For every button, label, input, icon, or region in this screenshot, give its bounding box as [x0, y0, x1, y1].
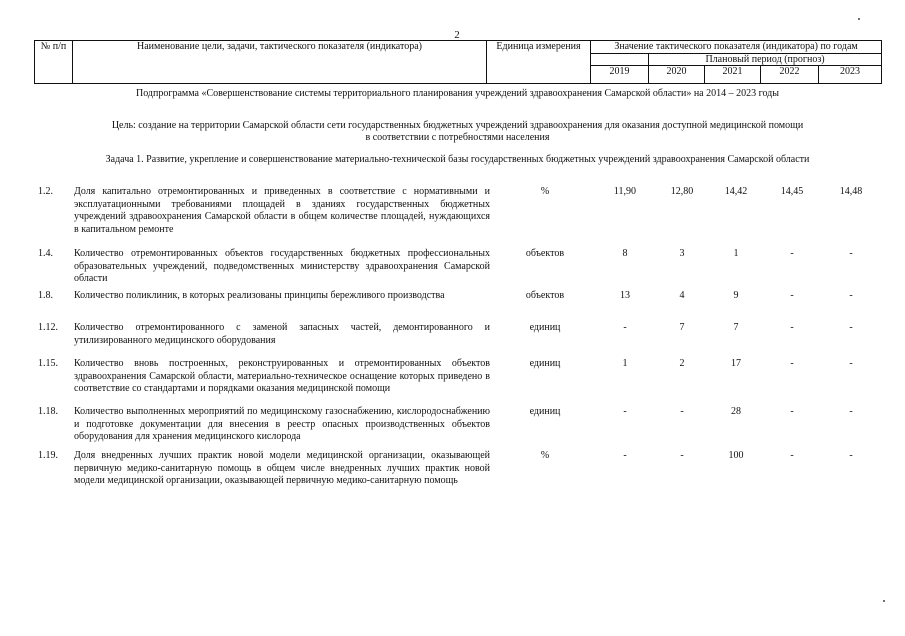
indicator-name: Количество выполненных мероприятий по медицинскому газоснабжению, кислородоснабжению и подготовке документации для внесения в реестр опасных производственных объектов оборудования для хранения медицинского кислорода	[74, 406, 490, 443]
value-2023: 14,48	[839, 186, 863, 197]
value-2020: -	[680, 450, 684, 461]
row-number: 1.12.	[38, 322, 58, 333]
scan-dot-bottom	[883, 600, 885, 602]
value-2023: -	[849, 358, 853, 369]
value-2021: 7	[733, 322, 739, 333]
header-planning-period: Плановый период (прогноз)	[649, 54, 882, 66]
value-2022: -	[790, 450, 794, 461]
value-2022: -	[790, 358, 794, 369]
value-2020: -	[680, 406, 684, 417]
value-2019: -	[623, 450, 627, 461]
indicator-name: Количество поликлиник, в которых реализованы принципы бережливого производства	[74, 290, 445, 301]
indicator-unit: объектов	[525, 248, 565, 259]
goal-line-2: в соответствии с потребностями населения	[365, 132, 550, 143]
table-row	[34, 358, 881, 408]
value-2019: 11,90	[613, 186, 637, 197]
value-2021: 28	[731, 406, 741, 417]
header-col-num: № п/п	[35, 41, 73, 84]
value-2023: -	[849, 406, 853, 417]
table-row	[34, 406, 881, 456]
value-2023: -	[849, 290, 853, 301]
value-2022: -	[790, 290, 794, 301]
row-number: 1.2.	[38, 186, 53, 197]
indicator-unit: единиц	[529, 358, 561, 369]
value-2022: -	[790, 248, 794, 259]
value-2020: 3	[679, 248, 685, 259]
row-number: 1.4.	[38, 248, 53, 259]
value-2021: 17	[731, 358, 741, 369]
row-number: 1.19.	[38, 450, 58, 461]
goal-line-1: Цель: создание на территории Самарской области сети государственных бюджетных учреждений здравоохранения для оказания доступной медицинской помощи	[111, 120, 804, 131]
value-2019: 8	[622, 248, 628, 259]
value-2022: -	[790, 406, 794, 417]
indicator-name: Количество отремонтированного с заменой запасных частей, демонтированного и утилизированного медицинского оборудования	[74, 322, 490, 346]
value-2020: 2	[679, 358, 685, 369]
value-2023: -	[849, 450, 853, 461]
page-number: 2	[454, 29, 460, 41]
header-col-name: Наименование цели, задачи, тактического показателя (индикатора)	[73, 41, 487, 84]
indicator-table-header	[34, 40, 882, 84]
indicator-unit: %	[540, 450, 550, 461]
indicator-name: Доля капитально отремонтированных и приведенных в соответствие с нормативными и эксплуатационными требованиями площадей в зданиях государственных бюджетных учреждений здравоохранения Самарской области в общем количестве площадей, нуждающихся в капитальном ремонте	[74, 186, 490, 235]
value-2019: 13	[620, 290, 630, 301]
value-2022: -	[790, 322, 794, 333]
value-2022: 14,45	[780, 186, 804, 197]
header-year: 2022	[761, 66, 819, 84]
indicator-unit: единиц	[529, 322, 561, 333]
value-2021: 9	[733, 290, 739, 301]
value-2019: 1	[622, 358, 628, 369]
indicator-unit: единиц	[529, 406, 561, 417]
indicator-name: Доля внедренных лучших практик новой модели медицинской организации, оказывающей первичную медико-санитарную помощь в общем числе внедренных лучших практик новой модели медицинской организации, оказывающей первичную медико-санитарную помощь	[74, 450, 490, 487]
value-2020: 7	[679, 322, 685, 333]
value-2023: -	[849, 322, 853, 333]
header-col-unit: Единица измерения	[487, 41, 591, 84]
indicator-name: Количество вновь построенных, реконструированных и отремонтированных объектов здравоохранения Самарской области, материально-техническое оснащение которых приведено в соответствие со стандартами и порядками оказания медицинской помощи	[74, 358, 490, 395]
value-2020: 12,80	[670, 186, 694, 197]
value-2019: -	[623, 322, 627, 333]
row-number: 1.8.	[38, 290, 53, 301]
table-row	[34, 450, 881, 500]
value-2019: -	[623, 406, 627, 417]
indicator-name: Количество отремонтированных объектов государственных бюджетных профессиональных образовательных учреждений, подведомственных министерству здравоохранения Самарской области	[74, 248, 490, 285]
indicator-unit: %	[540, 186, 550, 197]
header-year: 2021	[705, 66, 761, 84]
header-year: 2019	[591, 66, 649, 84]
value-2021: 14,42	[724, 186, 748, 197]
task-title: Задача 1. Развитие, укрепление и совершенствование материально-технической базы государственных бюджетных учреждений здравоохранения Самарской области	[105, 154, 810, 165]
scan-dot-top	[858, 18, 860, 20]
indicator-unit: объектов	[525, 290, 565, 301]
row-number: 1.15.	[38, 358, 58, 369]
subprogram-title: Подпрограмма «Совершенствование системы территориального планирования учреждений здравоохранения Самарской области» на 2014 – 2023 годы	[136, 88, 779, 99]
value-2023: -	[849, 248, 853, 259]
value-2020: 4	[679, 290, 685, 301]
table-row	[34, 186, 881, 236]
value-2021: 1	[733, 248, 739, 259]
value-2021: 100	[728, 450, 744, 461]
header-col-values: Значение тактического показателя (индикатора) по годам	[591, 41, 882, 54]
header-year: 2023	[819, 66, 882, 84]
row-number: 1.18.	[38, 406, 58, 417]
header-year: 2020	[649, 66, 705, 84]
